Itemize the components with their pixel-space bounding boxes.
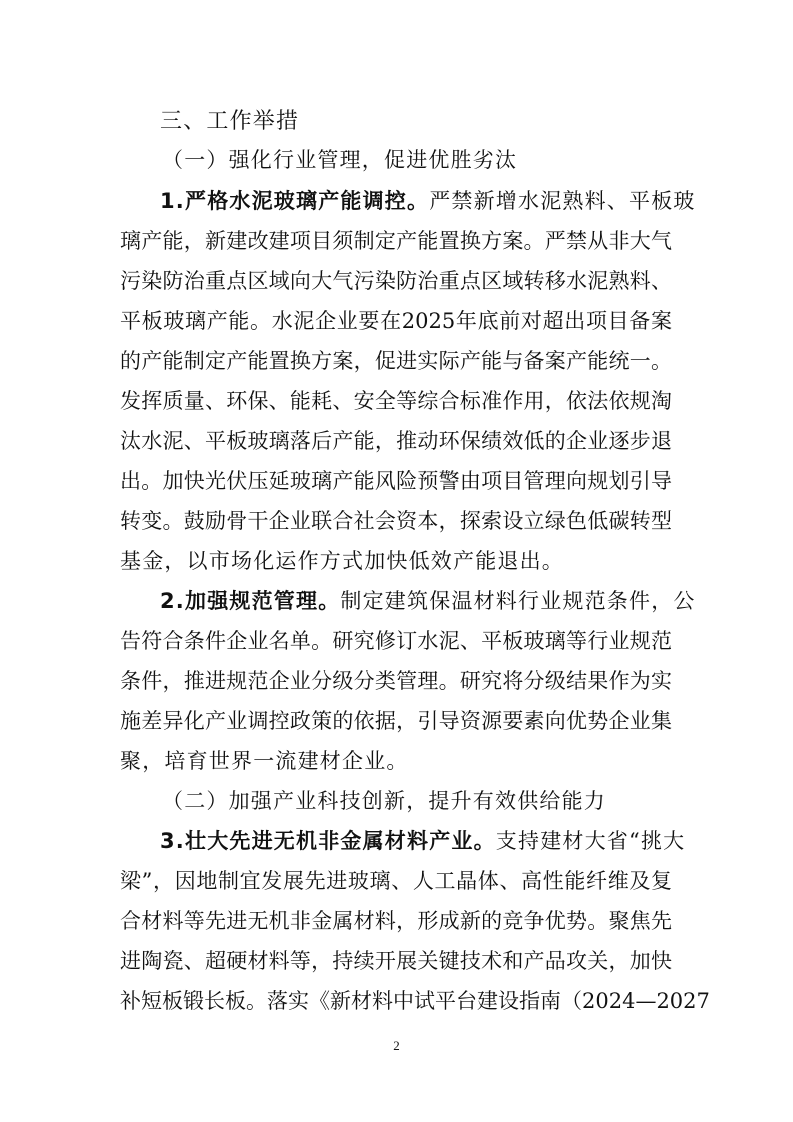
subsection-heading-2: （二）加强产业科技创新，提升有效供给能力: [162, 789, 606, 813]
item-3-line: 梁”，因地制宜发展先进玻璃、人工晶体、高性能纤维及复: [120, 869, 672, 893]
item-1-text: 严禁新增水泥熟料、平板玻: [429, 189, 696, 213]
item-3-first-line: [160, 827, 685, 855]
item-1-line: 璃产能，新建改建项目须制定产能置换方案。严禁从非大气: [120, 229, 672, 253]
item-1-line: 转变。鼓励骨干企业联合社会资本，探索设立绿色低碳转型: [120, 509, 672, 533]
item-3-line: 合材料等先进无机非金属材料，形成新的竞争优势。聚焦先: [120, 909, 672, 933]
item-3-title: 3.壮大先进无机非金属材料产业。: [160, 829, 496, 853]
item-2-text: 制定建筑保温材料行业规范条件，公: [340, 589, 696, 613]
item-3-line: 补短板锻长板。落实《新材料中试平台建设指南（2024—2027: [120, 989, 710, 1013]
item-2-line: 告符合条件企业名单。研究修订水泥、平板玻璃等行业规范: [120, 629, 672, 653]
item-1-line: 基金，以市场化运作方式加快低效产能退出。: [120, 549, 564, 573]
page-number: 2: [393, 1038, 400, 1053]
item-1-line: 的产能制定产能置换方案，促进实际产能与备案产能统一。: [120, 349, 672, 373]
item-2-line: 条件，推进规范企业分级分类管理。研究将分级结果作为实: [120, 669, 672, 693]
item-1-first-line: [160, 187, 696, 215]
item-1-line: 污染防治重点区域向大气污染防治重点区域转移水泥熟料、: [120, 269, 672, 293]
item-3-text: 支持建材大省“挑大: [495, 829, 686, 853]
item-1-line: 汰水泥、平板玻璃落后产能，推动环保绩效低的企业逐步退: [120, 429, 672, 453]
item-1-line: 发挥质量、环保、能耗、安全等综合标准作用，依法依规淘: [120, 389, 672, 413]
section-heading: 三、工作举措: [160, 109, 300, 134]
item-2-line: 施差异化产业调控政策的依据，引导资源要素向优势企业集: [120, 709, 672, 733]
item-1-line: 出。加快光伏压延玻璃产能风险预警由项目管理向规划引导: [120, 469, 672, 493]
subsection-heading-1: （一）强化行业管理，促进优胜劣汰: [162, 148, 518, 172]
item-2-title: 2.加强规范管理。: [160, 589, 341, 613]
item-3-line: 进陶瓷、超硬材料等，持续开展关键技术和产品攻关，加快: [120, 949, 672, 973]
item-1-line: 平板玻璃产能。水泥企业要在2025年底前对超出项目备案: [120, 309, 672, 333]
item-2-first-line: [160, 587, 696, 615]
item-2-line: 聚，培育世界一流建材企业。: [120, 749, 409, 773]
item-1-title: 1.严格水泥玻璃产能调控。: [160, 189, 430, 213]
